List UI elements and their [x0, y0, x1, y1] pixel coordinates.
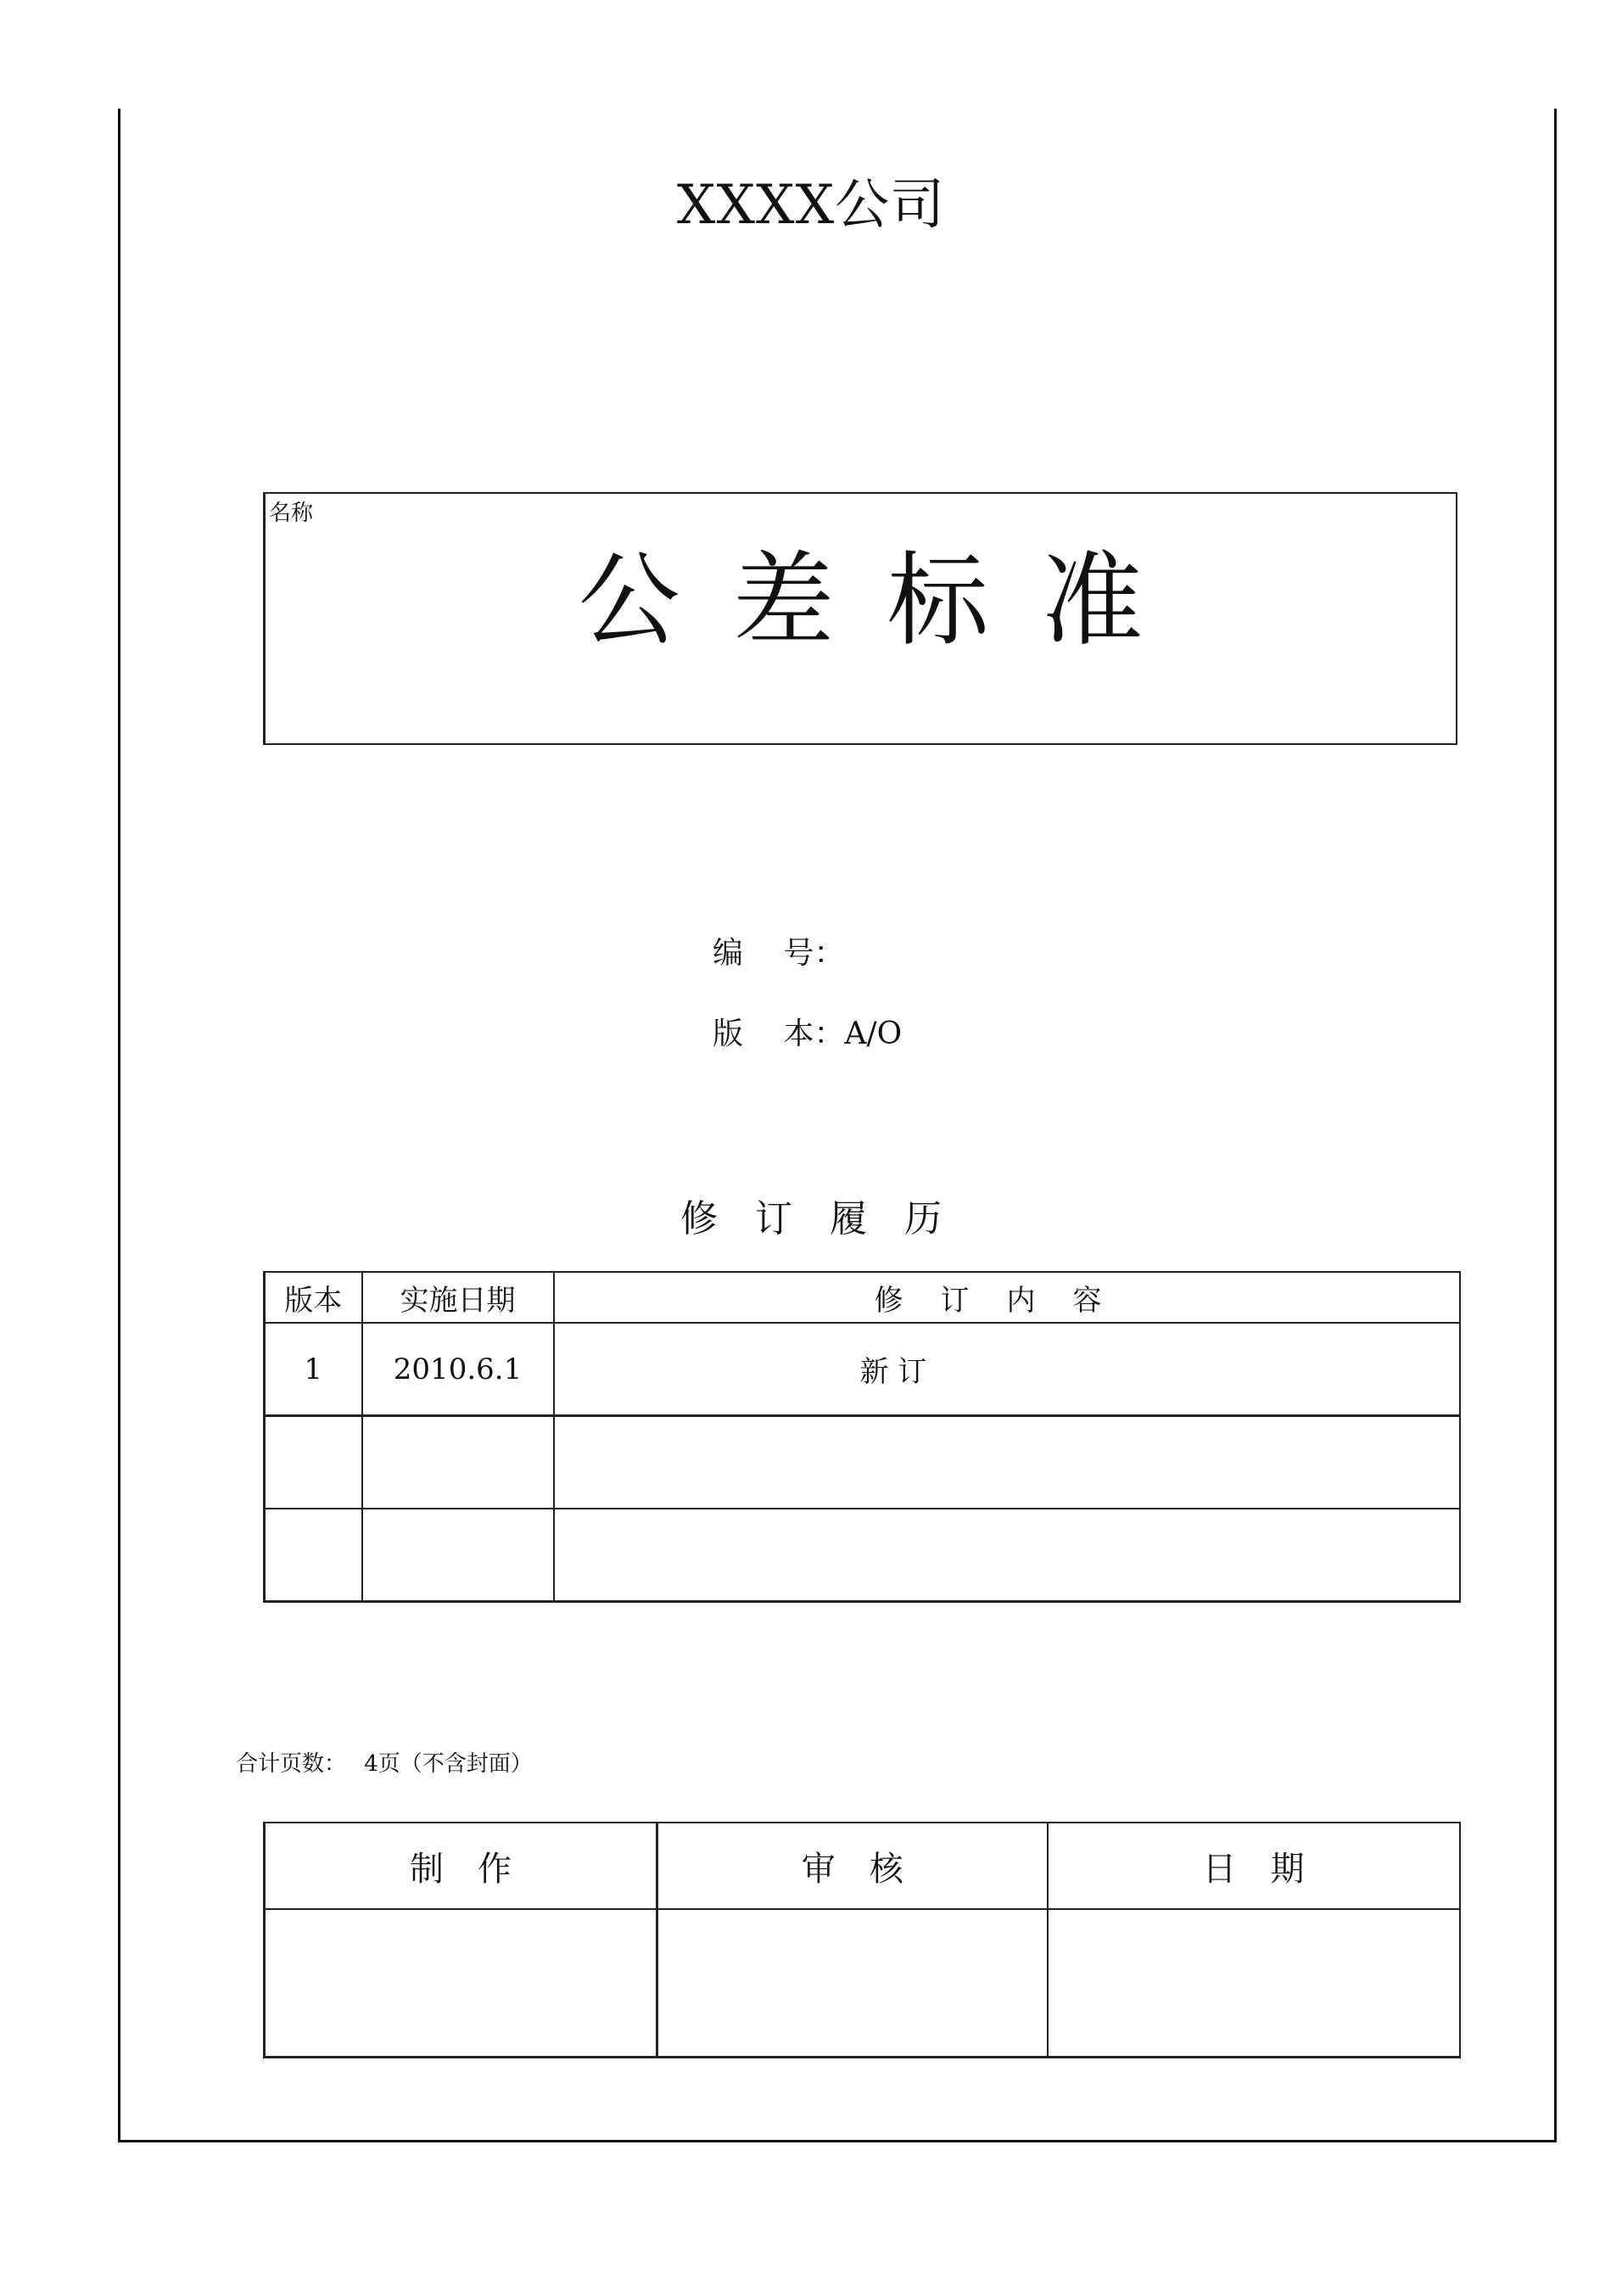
row-version: 1: [265, 1323, 362, 1416]
row-version: [265, 1416, 362, 1509]
document-name-label: 名称: [269, 501, 314, 526]
signoff-header-date: 日 期: [1048, 1823, 1460, 1909]
signoff-date-cell: [1048, 1909, 1460, 2058]
revision-history-table: [263, 1271, 1461, 1603]
signoff-header-prepared: 制 作: [265, 1823, 657, 1909]
page-frame-right: [1554, 109, 1557, 2142]
column-header-version: 版本: [265, 1272, 362, 1323]
page-frame-bottom: [118, 2140, 1557, 2142]
signoff-prepared-cell: [265, 1909, 657, 2058]
table-header-row: [265, 1272, 1460, 1323]
document-name-box: [263, 492, 1457, 745]
company-name: XXXX公司: [676, 174, 946, 237]
signoff-header-reviewed: 审 核: [657, 1823, 1048, 1909]
column-header-content: 修订内容: [554, 1272, 1460, 1323]
row-date: 2010.6.1: [362, 1323, 554, 1416]
page-frame-left: [118, 109, 120, 2142]
document-title: 公差标准: [578, 542, 1196, 660]
row-version: [265, 1509, 362, 1602]
row-date: [362, 1509, 554, 1602]
document-version: 版 本：A/O: [713, 1016, 903, 1051]
document-number: 编 号：: [713, 936, 845, 971]
signoff-header-row: [265, 1823, 1460, 1909]
row-content: 新 订: [554, 1323, 1460, 1416]
signoff-table: [263, 1822, 1461, 2058]
table-row: [265, 1416, 1460, 1509]
table-row: [265, 1509, 1460, 1602]
row-date: [362, 1416, 554, 1509]
row-content: [554, 1509, 1460, 1602]
signoff-reviewed-cell: [657, 1909, 1048, 2058]
table-row: [265, 1323, 1460, 1416]
signoff-body-row: [265, 1909, 1460, 2058]
row-content: [554, 1416, 1460, 1509]
column-header-date: 实施日期: [362, 1272, 554, 1323]
total-pages: 合计页数： 4页（不含封面）: [236, 1751, 533, 1777]
revision-history-heading: 修订履历: [680, 1197, 979, 1240]
